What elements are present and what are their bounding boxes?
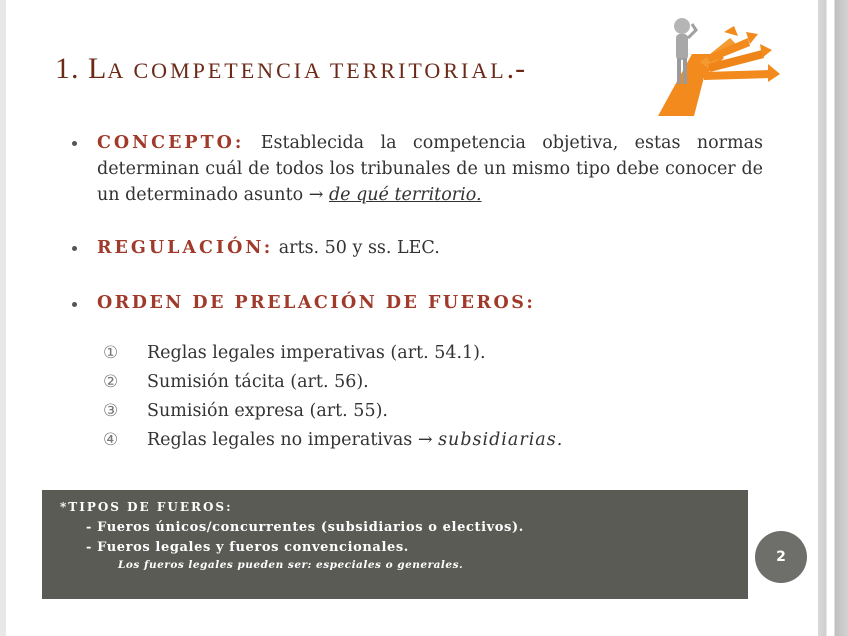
person-at-crossroads-icon (650, 12, 786, 118)
list-item (103, 425, 663, 454)
note-line: - Fueros legales y fueros convencionales. (86, 540, 409, 555)
list-item-text: Sumisión tácita (art. 56). (147, 371, 369, 392)
bullet-marker (72, 141, 77, 146)
slide-title (55, 52, 526, 86)
slide-right-frame (818, 0, 848, 636)
list-item (103, 396, 663, 425)
fueros-note-box (42, 490, 748, 599)
concepto-text: Establecida la competencia objetiva, estas normas determinan cuál de todos los tribunales de un mismo tipo debe conocer de un determinado asunto (97, 133, 763, 205)
title-rest: A COMPETENCIA TERRITORIAL (107, 58, 507, 83)
regulacion-paragraph (97, 235, 763, 261)
title-end: .- (506, 52, 527, 85)
list-item-text: Reglas legales no imperativas (147, 429, 418, 450)
list-marker: ② (103, 371, 119, 392)
list-item (103, 367, 663, 396)
list-item-text: Reglas legales imperativas (art. 54.1). (147, 342, 486, 363)
list-marker: ④ (103, 429, 119, 450)
list-marker: ③ (103, 400, 119, 421)
fueros-order-list (103, 338, 663, 454)
title-cap: 1. L (55, 52, 108, 85)
note-heading: *TIPOS DE FUEROS: (60, 500, 233, 514)
note-line: - Fueros únicos/concurrentes (subsidiarios o electivos). (86, 520, 524, 535)
page-number-badge: 2 (755, 531, 807, 583)
list-marker: ① (103, 342, 119, 363)
bullet-marker (72, 246, 77, 251)
concepto-heading: CONCEPTO: (97, 133, 245, 153)
arrow-icon: → (417, 429, 433, 450)
note-line: Los fueros legales pueden ser: especiales o generales. (118, 559, 464, 571)
regulacion-heading: REGULACIÓN: (97, 238, 274, 258)
orden-paragraph (97, 290, 763, 316)
slide-left-frame (0, 0, 6, 636)
concepto-emphasis: de qué territorio. (328, 185, 482, 205)
regulacion-text: arts. 50 y ss. LEC. (273, 238, 440, 258)
list-item-text: Sumisión expresa (art. 55). (147, 400, 388, 421)
orden-heading: ORDEN DE PRELACIÓN DE FUEROS: (97, 293, 536, 313)
concepto-paragraph (97, 130, 763, 208)
arrow-icon: → (308, 185, 324, 205)
bullet-marker (72, 302, 77, 307)
list-item (103, 338, 663, 367)
list-item-emphasis: subsidiarias. (438, 429, 564, 450)
